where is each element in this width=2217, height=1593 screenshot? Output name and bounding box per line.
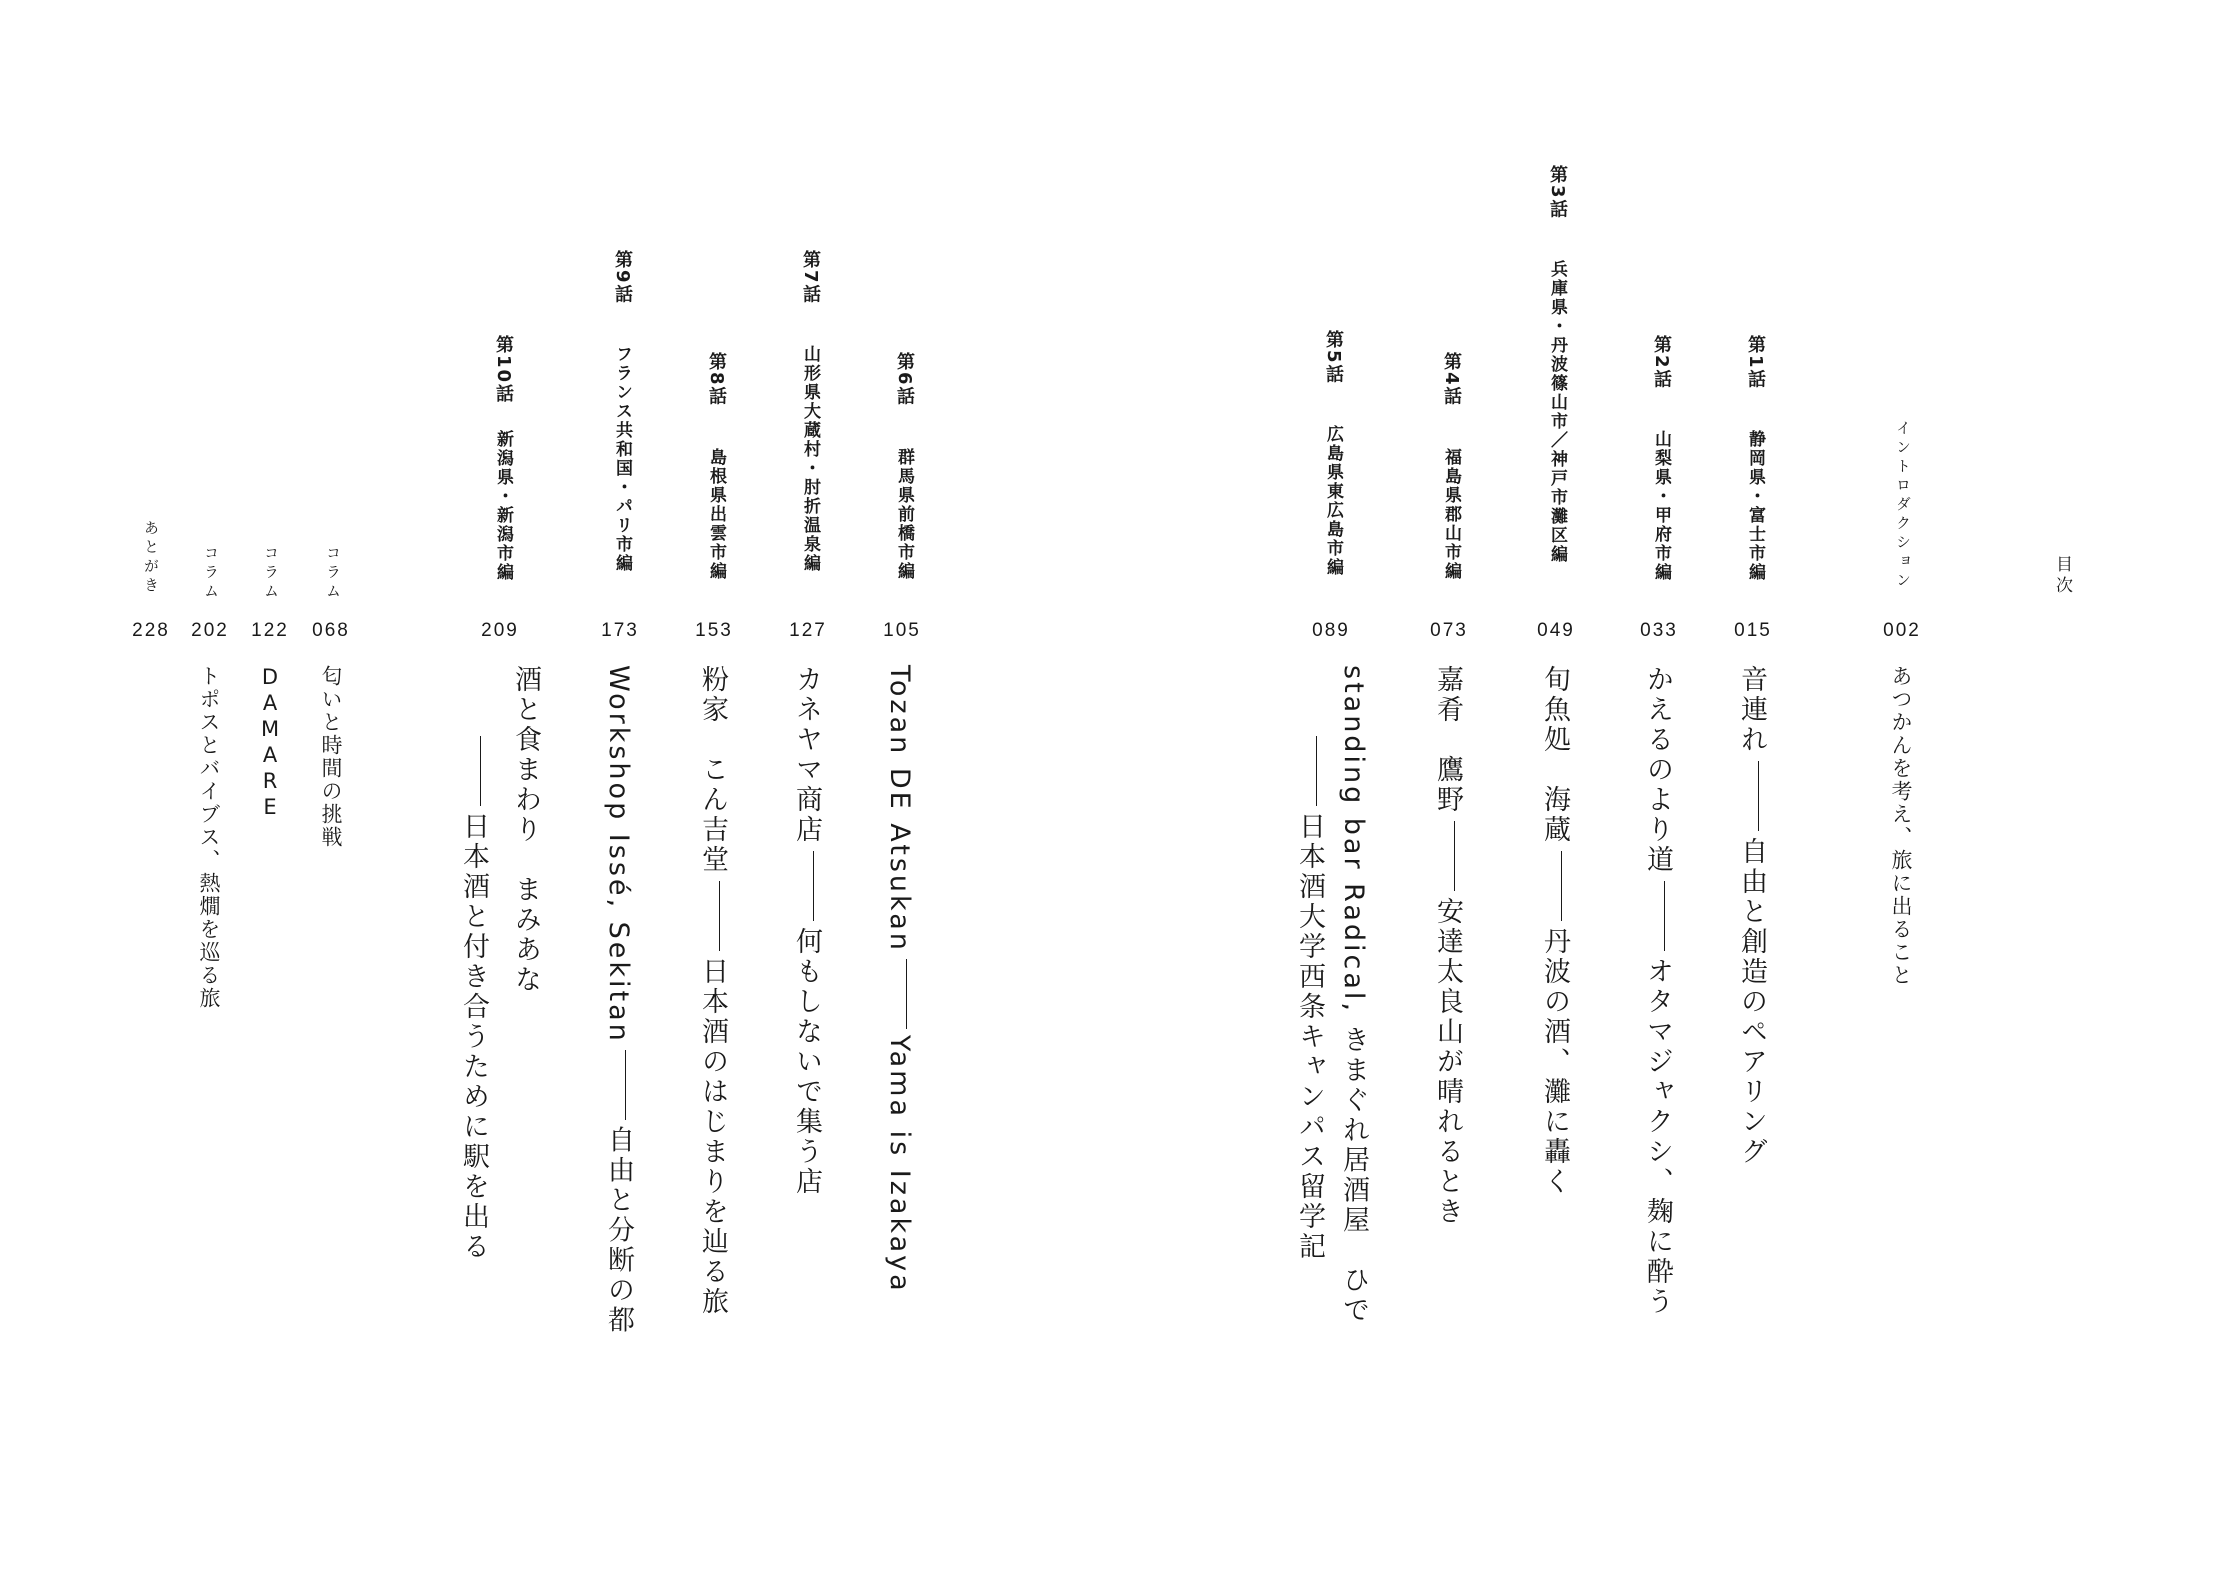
em-dash (625, 1050, 626, 1120)
chapter-7-location: 山形県大蔵村・肘折温泉編 (800, 345, 820, 573)
chapter-6-page: 105 (883, 620, 921, 641)
em-dash (1561, 851, 1562, 921)
chapter-6-title: Tozan DE Atsukan (884, 665, 915, 953)
column-1-page: 068 (312, 620, 350, 641)
chapter-3-number: 第3話 (1547, 165, 1568, 220)
chapter-3-title-link[interactable] (1541, 665, 1568, 1197)
chapter-9-subtitle: 自由と分断の都 (603, 1125, 634, 1336)
chapter-2-page: 033 (1640, 620, 1678, 641)
chapter-10-location: 新潟県・新潟市編 (493, 430, 513, 582)
chapter-8-location: 島根県出雲市編 (706, 448, 726, 581)
chapter-6-location: 群馬県前橋市編 (894, 448, 914, 581)
chapter-9-title-link[interactable] (605, 665, 632, 1336)
chapter-1-number: 第1話 (1745, 335, 1766, 390)
chapter-9-location: フランス共和国・パリ市編 (612, 345, 632, 573)
em-dash (719, 881, 720, 951)
chapter-6-number: 第6話 (894, 352, 915, 407)
intro-title: あつかんを考え、旅に出ること (1889, 665, 1913, 987)
chapter-7-page: 127 (789, 620, 827, 641)
chapter-7-title-link[interactable] (793, 665, 820, 1197)
chapter-9-title: Workshop Issé, Sekitan (603, 665, 634, 1044)
em-dash (480, 736, 481, 806)
chapter-8-subtitle: 日本酒のはじまりを辿る旅 (697, 957, 728, 1317)
em-dash (1316, 736, 1317, 806)
chapter-1-title: 音連れ (1736, 665, 1767, 755)
chapter-2-location: 山梨県・甲府市編 (1651, 430, 1671, 582)
em-dash (1758, 761, 1759, 831)
column-1-label: コラム (324, 545, 342, 602)
chapter-10-title[interactable]: 酒と食まわり まみあな (510, 665, 541, 995)
chapter-5-title[interactable]: standing bar Radical, きまぐれ居酒屋 ひで (1338, 665, 1369, 1326)
chapter-3-subtitle: 丹波の酒、灘に轟く (1539, 927, 1570, 1197)
chapter-3-location: 兵庫県・丹波篠山市／神戸市灘区編 (1547, 260, 1567, 564)
chapter-4-number: 第4話 (1441, 352, 1462, 407)
chapter-1-page: 015 (1734, 620, 1772, 641)
column-3-title[interactable]: トポスとバイブス、熱燗を巡る旅 (197, 665, 221, 1010)
chapter-3-title: 旬魚処 海蔵 (1539, 665, 1570, 845)
chapter-2-subtitle: オタマジャクシ、麹に酔う (1642, 957, 1673, 1317)
chapter-1-title-link[interactable] (1738, 665, 1765, 1167)
afterword-label[interactable]: あとがき (142, 520, 160, 596)
chapter-7-subtitle: 何もしないで集う店 (791, 927, 822, 1197)
chapter-5-subtitle-link (1296, 730, 1323, 1262)
chapter-5-subtitle: 日本酒大学西条キャンパス留学記 (1294, 812, 1325, 1262)
chapter-6-subtitle: Yama is Izakaya (884, 1034, 915, 1294)
em-dash (1664, 881, 1665, 951)
chapter-10-subtitle: 日本酒と付き合うために駅を出る (458, 812, 489, 1262)
intro-label: イントロダクション (1894, 420, 1912, 591)
chapter-4-title-link[interactable] (1434, 665, 1461, 1227)
chapter-10-page: 209 (481, 620, 519, 641)
chapter-10-number: 第10話 (493, 335, 514, 405)
intro-page-number: 002 (1883, 620, 1921, 641)
chapter-4-page: 073 (1430, 620, 1468, 641)
chapter-8-number: 第8話 (706, 352, 727, 407)
em-dash (906, 959, 907, 1029)
em-dash (813, 851, 814, 921)
chapter-5-number: 第5話 (1323, 330, 1344, 385)
chapter-4-title: 嘉肴 鷹野 (1432, 665, 1463, 815)
column-1-title[interactable]: 匂いと時間の挑戦 (319, 665, 343, 849)
chapter-7-title: カネヤマ商店 (791, 665, 822, 845)
em-dash (1454, 821, 1455, 891)
column-2-label: コラム (262, 545, 280, 602)
afterword-page: 228 (132, 620, 170, 641)
chapter-2-title: かえるのより道 (1642, 665, 1673, 875)
chapter-4-subtitle: 安達太良山が晴れるとき (1432, 897, 1463, 1227)
column-2-title[interactable]: DAMARE (258, 665, 282, 821)
column-3-label: コラム (202, 545, 220, 602)
chapter-8-title: 粉家 こん吉堂 (697, 665, 728, 875)
chapter-1-location: 静岡県・富士市編 (1745, 430, 1765, 582)
chapter-4-location: 福島県郡山市編 (1441, 448, 1461, 581)
chapter-3-page: 049 (1537, 620, 1575, 641)
chapter-1-subtitle: 自由と創造のペアリング (1736, 837, 1767, 1167)
chapter-2-title-link[interactable] (1644, 665, 1671, 1317)
chapter-9-page: 173 (601, 620, 639, 641)
chapter-7-number: 第7話 (800, 250, 821, 305)
chapter-8-page: 153 (695, 620, 733, 641)
column-2-page: 122 (251, 620, 289, 641)
chapter-8-title-link[interactable] (699, 665, 726, 1317)
chapter-9-number: 第9話 (612, 250, 633, 305)
column-3-page: 202 (191, 620, 229, 641)
chapter-6-title-link[interactable] (886, 665, 913, 1294)
chapter-5-page: 089 (1312, 620, 1350, 641)
chapter-5-location: 広島県東広島市編 (1323, 425, 1343, 577)
chapter-2-number: 第2話 (1651, 335, 1672, 390)
chapter-10-subtitle-link (460, 730, 487, 1262)
toc-heading: 目次 (2052, 555, 2072, 597)
